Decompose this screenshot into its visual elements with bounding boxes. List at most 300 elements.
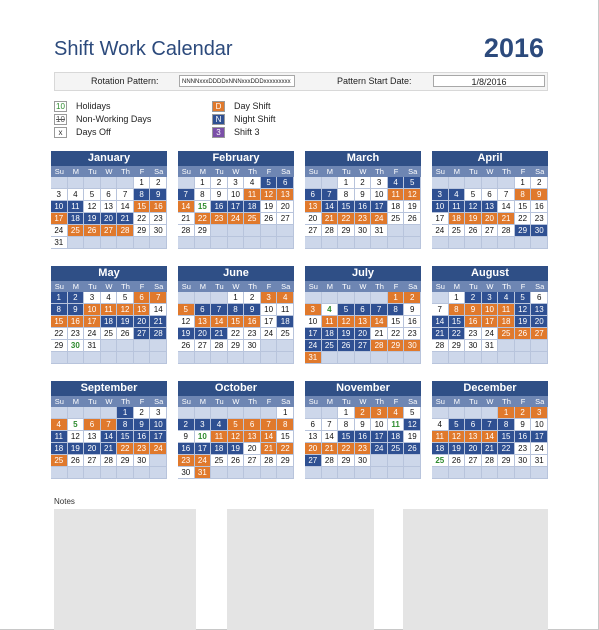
day-cell[interactable]: 18 [244, 201, 261, 213]
day-cell[interactable]: 12 [261, 189, 278, 201]
day-cell[interactable]: 10 [371, 419, 388, 431]
day-cell[interactable]: 20 [195, 328, 212, 340]
day-cell[interactable]: 26 [228, 455, 245, 467]
day-cell[interactable]: 16 [68, 316, 85, 328]
day-cell[interactable]: 16 [211, 201, 228, 213]
day-cell[interactable]: 7 [150, 292, 167, 304]
day-cell[interactable]: 8 [51, 304, 68, 316]
day-cell[interactable]: 25 [322, 340, 339, 352]
day-cell[interactable]: 23 [531, 213, 548, 225]
day-cell[interactable]: 11 [244, 189, 261, 201]
day-cell[interactable]: 2 [404, 292, 421, 304]
day-cell[interactable]: 15 [117, 431, 134, 443]
day-cell[interactable]: 14 [211, 316, 228, 328]
day-cell[interactable]: 14 [371, 316, 388, 328]
day-cell[interactable]: 13 [465, 431, 482, 443]
day-cell[interactable]: 2 [531, 177, 548, 189]
day-cell[interactable]: 19 [117, 316, 134, 328]
day-cell[interactable]: 5 [178, 304, 195, 316]
day-cell[interactable]: 3 [228, 177, 245, 189]
day-cell[interactable]: 18 [211, 443, 228, 455]
day-cell[interactable]: 3 [261, 292, 278, 304]
day-cell[interactable]: 1 [134, 177, 151, 189]
day-cell[interactable]: 9 [244, 304, 261, 316]
day-cell[interactable]: 15 [515, 201, 532, 213]
day-cell[interactable]: 25 [432, 455, 449, 467]
day-cell[interactable]: 10 [84, 304, 101, 316]
day-cell[interactable]: 21 [101, 443, 118, 455]
day-cell[interactable]: 3 [482, 292, 499, 304]
day-cell[interactable]: 7 [178, 189, 195, 201]
day-cell[interactable]: 30 [355, 225, 372, 237]
day-cell[interactable]: 11 [388, 419, 405, 431]
day-cell[interactable]: 4 [51, 419, 68, 431]
day-cell[interactable]: 22 [134, 213, 151, 225]
day-cell[interactable]: 29 [195, 225, 212, 237]
day-cell[interactable]: 22 [228, 328, 245, 340]
day-cell[interactable]: 10 [150, 419, 167, 431]
day-cell[interactable]: 14 [117, 201, 134, 213]
day-cell[interactable]: 22 [515, 213, 532, 225]
day-cell[interactable]: 16 [355, 201, 372, 213]
day-cell[interactable]: 16 [178, 443, 195, 455]
day-cell[interactable]: 21 [322, 213, 339, 225]
day-cell[interactable]: 17 [51, 213, 68, 225]
day-cell[interactable]: 10 [195, 431, 212, 443]
notes-box-2[interactable] [227, 509, 374, 630]
day-cell[interactable]: 17 [531, 431, 548, 443]
day-cell[interactable]: 1 [277, 407, 294, 419]
day-cell[interactable]: 4 [244, 177, 261, 189]
day-cell[interactable]: 17 [371, 201, 388, 213]
day-cell[interactable]: 5 [117, 292, 134, 304]
day-cell[interactable]: 6 [277, 177, 294, 189]
day-cell[interactable]: 24 [432, 225, 449, 237]
day-cell[interactable]: 20 [305, 443, 322, 455]
day-cell[interactable]: 25 [244, 213, 261, 225]
day-cell[interactable]: 13 [195, 316, 212, 328]
day-cell[interactable]: 9 [465, 304, 482, 316]
day-cell[interactable]: 27 [355, 340, 372, 352]
day-cell[interactable]: 12 [117, 304, 134, 316]
day-cell[interactable]: 14 [482, 431, 499, 443]
day-cell[interactable]: 5 [449, 419, 466, 431]
day-cell[interactable]: 21 [498, 213, 515, 225]
day-cell[interactable]: 6 [305, 419, 322, 431]
day-cell[interactable]: 29 [498, 455, 515, 467]
day-cell[interactable]: 3 [51, 189, 68, 201]
day-cell[interactable]: 28 [117, 225, 134, 237]
day-cell[interactable]: 30 [531, 225, 548, 237]
day-cell[interactable]: 13 [277, 189, 294, 201]
day-cell[interactable]: 18 [498, 316, 515, 328]
day-cell[interactable]: 12 [338, 316, 355, 328]
day-cell[interactable]: 30 [244, 340, 261, 352]
day-cell[interactable]: 9 [355, 419, 372, 431]
day-cell[interactable]: 11 [388, 189, 405, 201]
day-cell[interactable]: 9 [211, 189, 228, 201]
day-cell[interactable]: 27 [482, 225, 499, 237]
day-cell[interactable]: 29 [338, 455, 355, 467]
day-cell[interactable]: 3 [371, 177, 388, 189]
day-cell[interactable]: 1 [388, 292, 405, 304]
day-cell[interactable]: 25 [498, 328, 515, 340]
day-cell[interactable]: 8 [449, 304, 466, 316]
day-cell[interactable]: 23 [355, 213, 372, 225]
day-cell[interactable]: 8 [277, 419, 294, 431]
day-cell[interactable]: 24 [371, 213, 388, 225]
day-cell[interactable]: 19 [261, 201, 278, 213]
day-cell[interactable]: 7 [322, 419, 339, 431]
day-cell[interactable]: 25 [68, 225, 85, 237]
day-cell[interactable]: 1 [228, 292, 245, 304]
day-cell[interactable]: 24 [150, 443, 167, 455]
day-cell[interactable]: 29 [117, 455, 134, 467]
day-cell[interactable]: 11 [322, 316, 339, 328]
day-cell[interactable]: 22 [498, 443, 515, 455]
day-cell[interactable]: 12 [178, 316, 195, 328]
day-cell[interactable]: 1 [338, 407, 355, 419]
day-cell[interactable]: 21 [322, 443, 339, 455]
day-cell[interactable]: 5 [404, 407, 421, 419]
day-cell[interactable]: 23 [150, 213, 167, 225]
day-cell[interactable]: 28 [498, 225, 515, 237]
day-cell[interactable]: 6 [482, 189, 499, 201]
day-cell[interactable]: 21 [482, 443, 499, 455]
day-cell[interactable]: 7 [498, 189, 515, 201]
day-cell[interactable]: 28 [371, 340, 388, 352]
day-cell[interactable]: 26 [84, 225, 101, 237]
calendar-year[interactable]: 2016 [483, 33, 544, 63]
day-cell[interactable]: 7 [432, 304, 449, 316]
day-cell[interactable]: 18 [432, 443, 449, 455]
day-cell[interactable]: 15 [498, 431, 515, 443]
day-cell[interactable]: 11 [498, 304, 515, 316]
day-cell[interactable]: 31 [482, 340, 499, 352]
day-cell[interactable]: 2 [68, 292, 85, 304]
day-cell[interactable]: 6 [244, 419, 261, 431]
day-cell[interactable]: 16 [134, 431, 151, 443]
day-cell[interactable]: 19 [465, 213, 482, 225]
day-cell[interactable]: 5 [515, 292, 532, 304]
day-cell[interactable]: 4 [498, 292, 515, 304]
day-cell[interactable]: 9 [134, 419, 151, 431]
day-cell[interactable]: 26 [404, 213, 421, 225]
day-cell[interactable]: 9 [178, 431, 195, 443]
day-cell[interactable]: 13 [134, 304, 151, 316]
day-cell[interactable]: 29 [515, 225, 532, 237]
day-cell[interactable]: 2 [244, 292, 261, 304]
day-cell[interactable]: 28 [432, 340, 449, 352]
day-cell[interactable]: 6 [531, 292, 548, 304]
day-cell[interactable]: 1 [338, 177, 355, 189]
day-cell[interactable]: 1 [515, 177, 532, 189]
day-cell[interactable]: 30 [68, 340, 85, 352]
day-cell[interactable]: 14 [432, 316, 449, 328]
day-cell[interactable]: 24 [261, 328, 278, 340]
day-cell[interactable]: 24 [531, 443, 548, 455]
day-cell[interactable]: 2 [355, 407, 372, 419]
day-cell[interactable]: 20 [355, 328, 372, 340]
day-cell[interactable]: 25 [277, 328, 294, 340]
day-cell[interactable]: 30 [465, 340, 482, 352]
day-cell[interactable]: 5 [261, 177, 278, 189]
day-cell[interactable]: 14 [150, 304, 167, 316]
day-cell[interactable]: 4 [432, 419, 449, 431]
day-cell[interactable]: 27 [277, 213, 294, 225]
day-cell[interactable]: 3 [371, 407, 388, 419]
day-cell[interactable]: 20 [244, 443, 261, 455]
day-cell[interactable]: 25 [51, 455, 68, 467]
day-cell[interactable]: 22 [338, 213, 355, 225]
day-cell[interactable]: 29 [277, 455, 294, 467]
day-cell[interactable]: 17 [150, 431, 167, 443]
day-cell[interactable]: 8 [338, 189, 355, 201]
day-cell[interactable]: 29 [388, 340, 405, 352]
day-cell[interactable]: 21 [150, 316, 167, 328]
day-cell[interactable]: 12 [515, 304, 532, 316]
notes-box-1[interactable] [54, 509, 196, 630]
day-cell[interactable]: 28 [322, 225, 339, 237]
day-cell[interactable]: 29 [134, 225, 151, 237]
day-cell[interactable]: 20 [465, 443, 482, 455]
day-cell[interactable]: 2 [465, 292, 482, 304]
day-cell[interactable]: 23 [68, 328, 85, 340]
day-cell[interactable]: 27 [305, 225, 322, 237]
day-cell[interactable]: 11 [101, 304, 118, 316]
day-cell[interactable]: 17 [84, 316, 101, 328]
day-cell[interactable]: 20 [134, 316, 151, 328]
day-cell[interactable]: 16 [150, 201, 167, 213]
rotation-pattern-input[interactable]: NNNNxxxDDDDxNNNxxxDDDxxxxxxxxx [179, 75, 295, 87]
day-cell[interactable]: 5 [338, 304, 355, 316]
day-cell[interactable]: 6 [134, 292, 151, 304]
day-cell[interactable]: 18 [388, 201, 405, 213]
day-cell[interactable]: 14 [101, 431, 118, 443]
day-cell[interactable]: 5 [404, 177, 421, 189]
day-cell[interactable]: 6 [465, 419, 482, 431]
day-cell[interactable]: 28 [261, 455, 278, 467]
day-cell[interactable]: 5 [465, 189, 482, 201]
day-cell[interactable]: 25 [449, 225, 466, 237]
day-cell[interactable]: 8 [195, 189, 212, 201]
day-cell[interactable]: 3 [305, 304, 322, 316]
day-cell[interactable]: 13 [305, 201, 322, 213]
day-cell[interactable]: 28 [150, 328, 167, 340]
day-cell[interactable]: 27 [84, 455, 101, 467]
day-cell[interactable]: 23 [355, 443, 372, 455]
day-cell[interactable]: 22 [449, 328, 466, 340]
day-cell[interactable]: 9 [515, 419, 532, 431]
day-cell[interactable]: 19 [178, 328, 195, 340]
day-cell[interactable]: 27 [305, 455, 322, 467]
day-cell[interactable]: 17 [482, 316, 499, 328]
day-cell[interactable]: 6 [305, 189, 322, 201]
day-cell[interactable]: 10 [371, 189, 388, 201]
day-cell[interactable]: 15 [228, 316, 245, 328]
day-cell[interactable]: 12 [228, 431, 245, 443]
day-cell[interactable]: 23 [244, 328, 261, 340]
day-cell[interactable]: 31 [84, 340, 101, 352]
day-cell[interactable]: 23 [515, 443, 532, 455]
day-cell[interactable]: 15 [277, 431, 294, 443]
day-cell[interactable]: 7 [322, 189, 339, 201]
day-cell[interactable]: 22 [338, 443, 355, 455]
day-cell[interactable]: 28 [482, 455, 499, 467]
day-cell[interactable]: 2 [134, 407, 151, 419]
day-cell[interactable]: 8 [515, 189, 532, 201]
day-cell[interactable]: 5 [228, 419, 245, 431]
day-cell[interactable]: 23 [134, 443, 151, 455]
day-cell[interactable]: 4 [322, 304, 339, 316]
day-cell[interactable]: 25 [211, 455, 228, 467]
day-cell[interactable]: 28 [211, 340, 228, 352]
day-cell[interactable]: 31 [195, 467, 212, 479]
day-cell[interactable]: 4 [388, 177, 405, 189]
day-cell[interactable]: 8 [498, 419, 515, 431]
day-cell[interactable]: 13 [84, 431, 101, 443]
day-cell[interactable]: 6 [101, 189, 118, 201]
day-cell[interactable]: 29 [51, 340, 68, 352]
pattern-start-date-input[interactable]: 1/8/2016 [433, 75, 545, 87]
day-cell[interactable]: 30 [355, 455, 372, 467]
day-cell[interactable]: 24 [84, 328, 101, 340]
day-cell[interactable]: 27 [465, 455, 482, 467]
day-cell[interactable]: 16 [465, 316, 482, 328]
day-cell[interactable]: 1 [51, 292, 68, 304]
day-cell[interactable]: 26 [515, 328, 532, 340]
day-cell[interactable]: 26 [68, 455, 85, 467]
day-cell[interactable]: 2 [355, 177, 372, 189]
day-cell[interactable]: 14 [261, 431, 278, 443]
day-cell[interactable]: 31 [305, 352, 322, 364]
day-cell[interactable]: 12 [449, 431, 466, 443]
day-cell[interactable]: 10 [432, 201, 449, 213]
day-cell[interactable]: 19 [515, 316, 532, 328]
day-cell[interactable]: 7 [261, 419, 278, 431]
day-cell[interactable]: 2 [150, 177, 167, 189]
day-cell[interactable]: 30 [178, 467, 195, 479]
day-cell[interactable]: 10 [261, 304, 278, 316]
day-cell[interactable]: 11 [68, 201, 85, 213]
day-cell[interactable]: 13 [244, 431, 261, 443]
day-cell[interactable]: 17 [432, 213, 449, 225]
day-cell[interactable]: 20 [531, 316, 548, 328]
day-cell[interactable]: 11 [432, 431, 449, 443]
day-cell[interactable]: 24 [305, 340, 322, 352]
day-cell[interactable]: 29 [228, 340, 245, 352]
day-cell[interactable]: 4 [68, 189, 85, 201]
day-cell[interactable]: 19 [228, 443, 245, 455]
day-cell[interactable]: 3 [84, 292, 101, 304]
day-cell[interactable]: 28 [322, 455, 339, 467]
day-cell[interactable]: 26 [404, 443, 421, 455]
day-cell[interactable]: 26 [117, 328, 134, 340]
day-cell[interactable]: 6 [84, 419, 101, 431]
day-cell[interactable]: 15 [195, 201, 212, 213]
day-cell[interactable]: 1 [498, 407, 515, 419]
day-cell[interactable]: 5 [68, 419, 85, 431]
day-cell[interactable]: 6 [195, 304, 212, 316]
day-cell[interactable]: 22 [195, 213, 212, 225]
day-cell[interactable]: 5 [84, 189, 101, 201]
day-cell[interactable]: 1 [449, 292, 466, 304]
day-cell[interactable]: 8 [388, 304, 405, 316]
day-cell[interactable]: 8 [338, 419, 355, 431]
day-cell[interactable]: 4 [211, 419, 228, 431]
day-cell[interactable]: 1 [117, 407, 134, 419]
day-cell[interactable]: 8 [228, 304, 245, 316]
day-cell[interactable]: 24 [482, 328, 499, 340]
day-cell[interactable]: 27 [531, 328, 548, 340]
day-cell[interactable]: 24 [228, 213, 245, 225]
day-cell[interactable]: 18 [277, 316, 294, 328]
day-cell[interactable]: 29 [449, 340, 466, 352]
day-cell[interactable]: 21 [211, 328, 228, 340]
day-cell[interactable]: 18 [388, 431, 405, 443]
day-cell[interactable]: 15 [338, 201, 355, 213]
day-cell[interactable]: 24 [51, 225, 68, 237]
day-cell[interactable]: 22 [277, 443, 294, 455]
day-cell[interactable]: 13 [305, 431, 322, 443]
day-cell[interactable]: 17 [228, 201, 245, 213]
day-cell[interactable]: 30 [134, 455, 151, 467]
day-cell[interactable]: 26 [449, 455, 466, 467]
day-cell[interactable]: 27 [101, 225, 118, 237]
day-cell[interactable]: 12 [404, 189, 421, 201]
day-cell[interactable]: 15 [338, 431, 355, 443]
day-cell[interactable]: 7 [371, 304, 388, 316]
day-cell[interactable]: 31 [531, 455, 548, 467]
day-cell[interactable]: 2 [515, 407, 532, 419]
day-cell[interactable]: 1 [195, 177, 212, 189]
day-cell[interactable]: 4 [277, 292, 294, 304]
day-cell[interactable]: 20 [101, 213, 118, 225]
day-cell[interactable]: 13 [482, 201, 499, 213]
day-cell[interactable]: 4 [449, 189, 466, 201]
day-cell[interactable]: 9 [404, 304, 421, 316]
day-cell[interactable]: 26 [261, 213, 278, 225]
day-cell[interactable]: 15 [134, 201, 151, 213]
day-cell[interactable]: 18 [68, 213, 85, 225]
day-cell[interactable]: 19 [84, 213, 101, 225]
notes-box-3[interactable] [403, 509, 548, 630]
day-cell[interactable]: 20 [305, 213, 322, 225]
day-cell[interactable]: 18 [101, 316, 118, 328]
day-cell[interactable]: 21 [371, 328, 388, 340]
day-cell[interactable]: 7 [117, 189, 134, 201]
day-cell[interactable]: 9 [150, 189, 167, 201]
day-cell[interactable]: 12 [84, 201, 101, 213]
day-cell[interactable]: 17 [261, 316, 278, 328]
day-cell[interactable]: 12 [68, 431, 85, 443]
day-cell[interactable]: 27 [195, 340, 212, 352]
day-cell[interactable]: 22 [51, 328, 68, 340]
day-cell[interactable]: 31 [51, 237, 68, 249]
day-cell[interactable]: 27 [134, 328, 151, 340]
day-cell[interactable]: 7 [482, 419, 499, 431]
day-cell[interactable]: 20 [84, 443, 101, 455]
day-cell[interactable]: 25 [388, 443, 405, 455]
day-cell[interactable]: 8 [134, 189, 151, 201]
day-cell[interactable]: 26 [178, 340, 195, 352]
day-cell[interactable]: 16 [531, 201, 548, 213]
day-cell[interactable]: 7 [211, 304, 228, 316]
day-cell[interactable]: 9 [68, 304, 85, 316]
day-cell[interactable]: 2 [178, 419, 195, 431]
day-cell[interactable]: 28 [101, 455, 118, 467]
day-cell[interactable]: 20 [482, 213, 499, 225]
